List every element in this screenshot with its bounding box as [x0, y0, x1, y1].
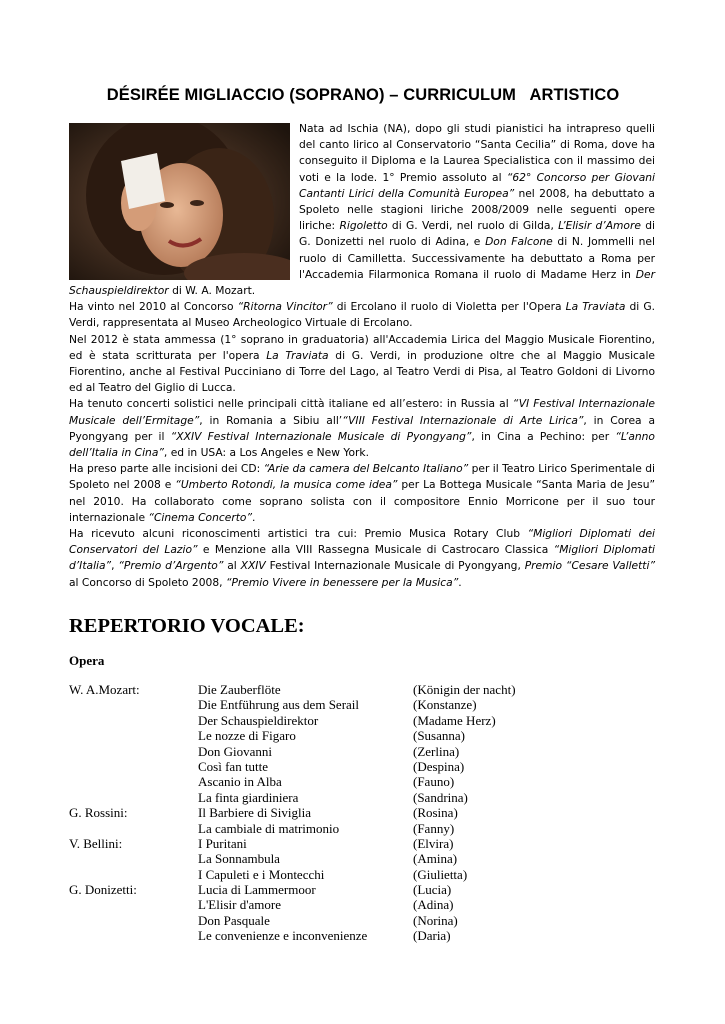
- text-run: di G. Verdi, nel ruolo di Gilda,: [387, 219, 559, 233]
- role-name: (Fauno): [413, 774, 455, 790]
- text-run: Nata ad Ischia (NA), dopo gli studi pianistici ha intrapreso quelli del canto lirico al Conservatorio “Santa Cecilia” di Roma, dove ha conseguito il Diploma e la Laurea Specialistica con il massimo dei voti e la lode. 1° Premio assoluto al: [299, 122, 655, 184]
- composer-name: G. Donizetti:: [69, 882, 137, 898]
- opera-title: Lucia di Lammermoor: [198, 882, 316, 898]
- role-name: (Zerlina): [413, 743, 460, 759]
- italic-text-run: “Premio Vivere in benessere per la Musica”: [225, 575, 459, 589]
- portrait-photo: [69, 123, 290, 280]
- italic-text-run: “VIII Festival Internazionale di Arte Lirica”: [342, 413, 584, 427]
- opera-title: Ascanio in Alba: [198, 774, 282, 790]
- italic-text-run: “62° Concorso per Giovani Cantanti Lirici della Comunità Europea”: [299, 170, 655, 200]
- italic-text-run: “XXIV Festival Internazionale Musicale di Pyongyang”: [170, 429, 472, 443]
- italic-text-run: “Premio d’Argento”: [118, 559, 224, 573]
- italic-text-run: Premio “Cesare Valletti”: [524, 559, 655, 573]
- italic-text-run: Don Falcone: [485, 235, 553, 249]
- bio-paragraph-3: [69, 332, 655, 397]
- bio-paragraph-2: [69, 299, 655, 331]
- italic-text-run: XXIV: [240, 559, 266, 573]
- text-run: di W. A. Mozart.: [168, 284, 256, 298]
- text-run: di G. Verdi, rappresentata al Museo Archeologico Virtuale di Ercolano.: [69, 300, 656, 330]
- italic-text-run: “Ritorna Vincitor”: [237, 300, 333, 314]
- italic-text-run: “Migliori Diplomati d’Italia”: [69, 543, 655, 573]
- bio-paragraph-6: [69, 526, 655, 591]
- opera-title: La Sonnambula: [198, 851, 280, 867]
- text-run: di G. Donizetti nel ruolo di Adina, e: [299, 219, 655, 249]
- opera-title: Don Pasquale: [198, 912, 270, 928]
- role-name: (Königin der nacht): [413, 682, 516, 697]
- opera-title: Le convenienze e inconvenienze: [198, 928, 368, 944]
- role-name: (Adina): [413, 897, 454, 913]
- text-run: Ha ricevuto alcuni riconoscimenti artistici tra cui: Premio Musica Rotary Club: [69, 527, 528, 541]
- italic-text-run: Der Schauspieldirektor: [69, 267, 655, 298]
- text-run: Ha preso parte alle incisioni dei CD:: [69, 462, 264, 476]
- text-run: nel 2008, ha debuttato a Spoleto nelle stagioni liriche 2008/2009 nelle seguenti opere liriche:: [299, 186, 655, 233]
- role-name: (Amina): [413, 851, 458, 867]
- composer-name: G. Rossini:: [69, 805, 128, 821]
- portrait-image: [69, 123, 290, 280]
- italic-text-run: La Traviata: [266, 348, 329, 362]
- opera-title: Le nozze di Figaro: [198, 728, 296, 744]
- opera-title: I Capuleti e i Montecchi: [198, 866, 325, 882]
- role-name: (Sandrina): [413, 789, 468, 805]
- bio-paragraph-5: [69, 461, 655, 526]
- text-run: Nel 2012 è stata ammessa (1° soprano in graduatoria) all'Accademia Lirica del Maggio Musicale Fiorentino, ed è stata scritturata per l'opera: [69, 332, 655, 362]
- document-title: DÉSIRÉE MIGLIACCIO (SOPRANO) – CURRICULUM ARTISTICO: [106, 86, 620, 104]
- text-run: per La Bottega Musicale “Santa Maria de Jesu” nel 2010. Ha collaborato come soprano solista con il compositore Ennio Morricone per il suo tour internazionale: [69, 478, 655, 524]
- text-run: .: [458, 575, 462, 589]
- text-run: , in Romania a Sibiu all’: [199, 413, 343, 427]
- role-name: (Elvira): [413, 835, 454, 851]
- role-name: (Giulietta): [413, 866, 468, 882]
- text-run: , ed in USA: a Los Angeles e New York.: [163, 446, 370, 460]
- opera-title: Die Entführung aus dem Serail: [198, 697, 360, 713]
- text-run: e Menzione alla VIII Rassegna Musicale di Castrocaro Classica: [197, 543, 554, 557]
- role-name: (Despina): [413, 758, 465, 774]
- text-run: Ha vinto nel 2010 al Concorso: [69, 300, 238, 314]
- role-name: (Rosina): [413, 805, 458, 821]
- opera-title: I Puritani: [198, 835, 247, 851]
- opera-title: La cambiale di matrimonio: [198, 820, 340, 836]
- composer-name: W. A.Mozart:: [69, 682, 140, 697]
- opera-title: Der Schauspieldirektor: [198, 712, 319, 728]
- text-run: di G. Verdi, in produzione oltre che al Maggio Musicale Fiorentino, anche al Festival Pucciniano di Torre del Lago, al Teatro Verdi di Pisa, al Teatro Goldoni di Livorno ed al Teatro del Giglio di Lucca.: [69, 348, 656, 395]
- role-name: (Lucia): [413, 882, 452, 898]
- biography-text: [69, 121, 655, 591]
- composer-name: V. Bellini:: [69, 835, 123, 851]
- role-name: (Daria): [413, 928, 451, 944]
- role-name: (Susanna): [413, 728, 465, 744]
- bio-paragraph-4: [69, 396, 655, 461]
- role-name: (Konstanze): [413, 697, 477, 713]
- opera-subheading: Opera: [69, 653, 105, 668]
- role-name: (Norina): [413, 912, 458, 928]
- opera-title: Così fan tutte: [198, 758, 269, 774]
- text-run: Ha tenuto concerti solistici nelle principali città italiane ed all’estero: in Russia al: [69, 397, 513, 411]
- role-name: (Madame Herz): [413, 712, 496, 728]
- italic-text-run: “L’anno dell’Italia in Cina”: [69, 429, 655, 460]
- text-run: , in Cina a Pechino: per: [471, 429, 616, 443]
- italic-text-run: Rigoletto: [339, 219, 388, 233]
- opera-title: La finta giardiniera: [198, 789, 299, 805]
- italic-text-run: “VI Festival Internazionale Musicale dell’Ermitage”: [69, 397, 656, 427]
- text-run: Festival Internazionale Musicale di Pyongyang,: [265, 559, 525, 573]
- italic-text-run: “Umberto Rotondi, la musica come idea”: [175, 478, 398, 492]
- text-run: ,: [111, 559, 119, 573]
- italic-text-run: “Cinema Concerto”: [148, 510, 252, 524]
- opera-title: Die Zauberflöte: [198, 682, 281, 697]
- opera-title: L'Elisir d'amore: [198, 897, 282, 913]
- text-run: .: [251, 510, 256, 524]
- italic-text-run: “Migliori Diplomati dei Conservatori del Lazio”: [69, 527, 655, 557]
- text-run: al Concorso di Spoleto 2008,: [69, 575, 226, 589]
- opera-title: Il Barbiere di Siviglia: [198, 805, 312, 821]
- italic-text-run: La Traviata: [565, 300, 626, 314]
- italic-text-run: L’Elisir d’Amore: [558, 219, 641, 233]
- role-name: (Fanny): [413, 820, 455, 836]
- repertoire-heading: REPERTORIO VOCALE:: [69, 615, 305, 637]
- text-run: , in Corea a Pyongyang per il: [69, 413, 655, 443]
- text-run: di N. Jommelli nel ruolo di Camilletta. Successivamente ha debuttato a Roma per l'Accademia Filarmonica Romana il ruolo di Madame Herz in: [299, 235, 655, 281]
- text-run: per il Teatro Lirico Sperimentale di Spoleto nel 2008 e: [69, 462, 656, 492]
- text-run: di Ercolano il ruolo di Violetta per l'Opera: [332, 300, 566, 314]
- italic-text-run: “Arie da camera del Belcanto Italiano”: [263, 462, 469, 476]
- opera-title: Don Giovanni: [198, 743, 273, 759]
- text-run: al: [223, 559, 241, 573]
